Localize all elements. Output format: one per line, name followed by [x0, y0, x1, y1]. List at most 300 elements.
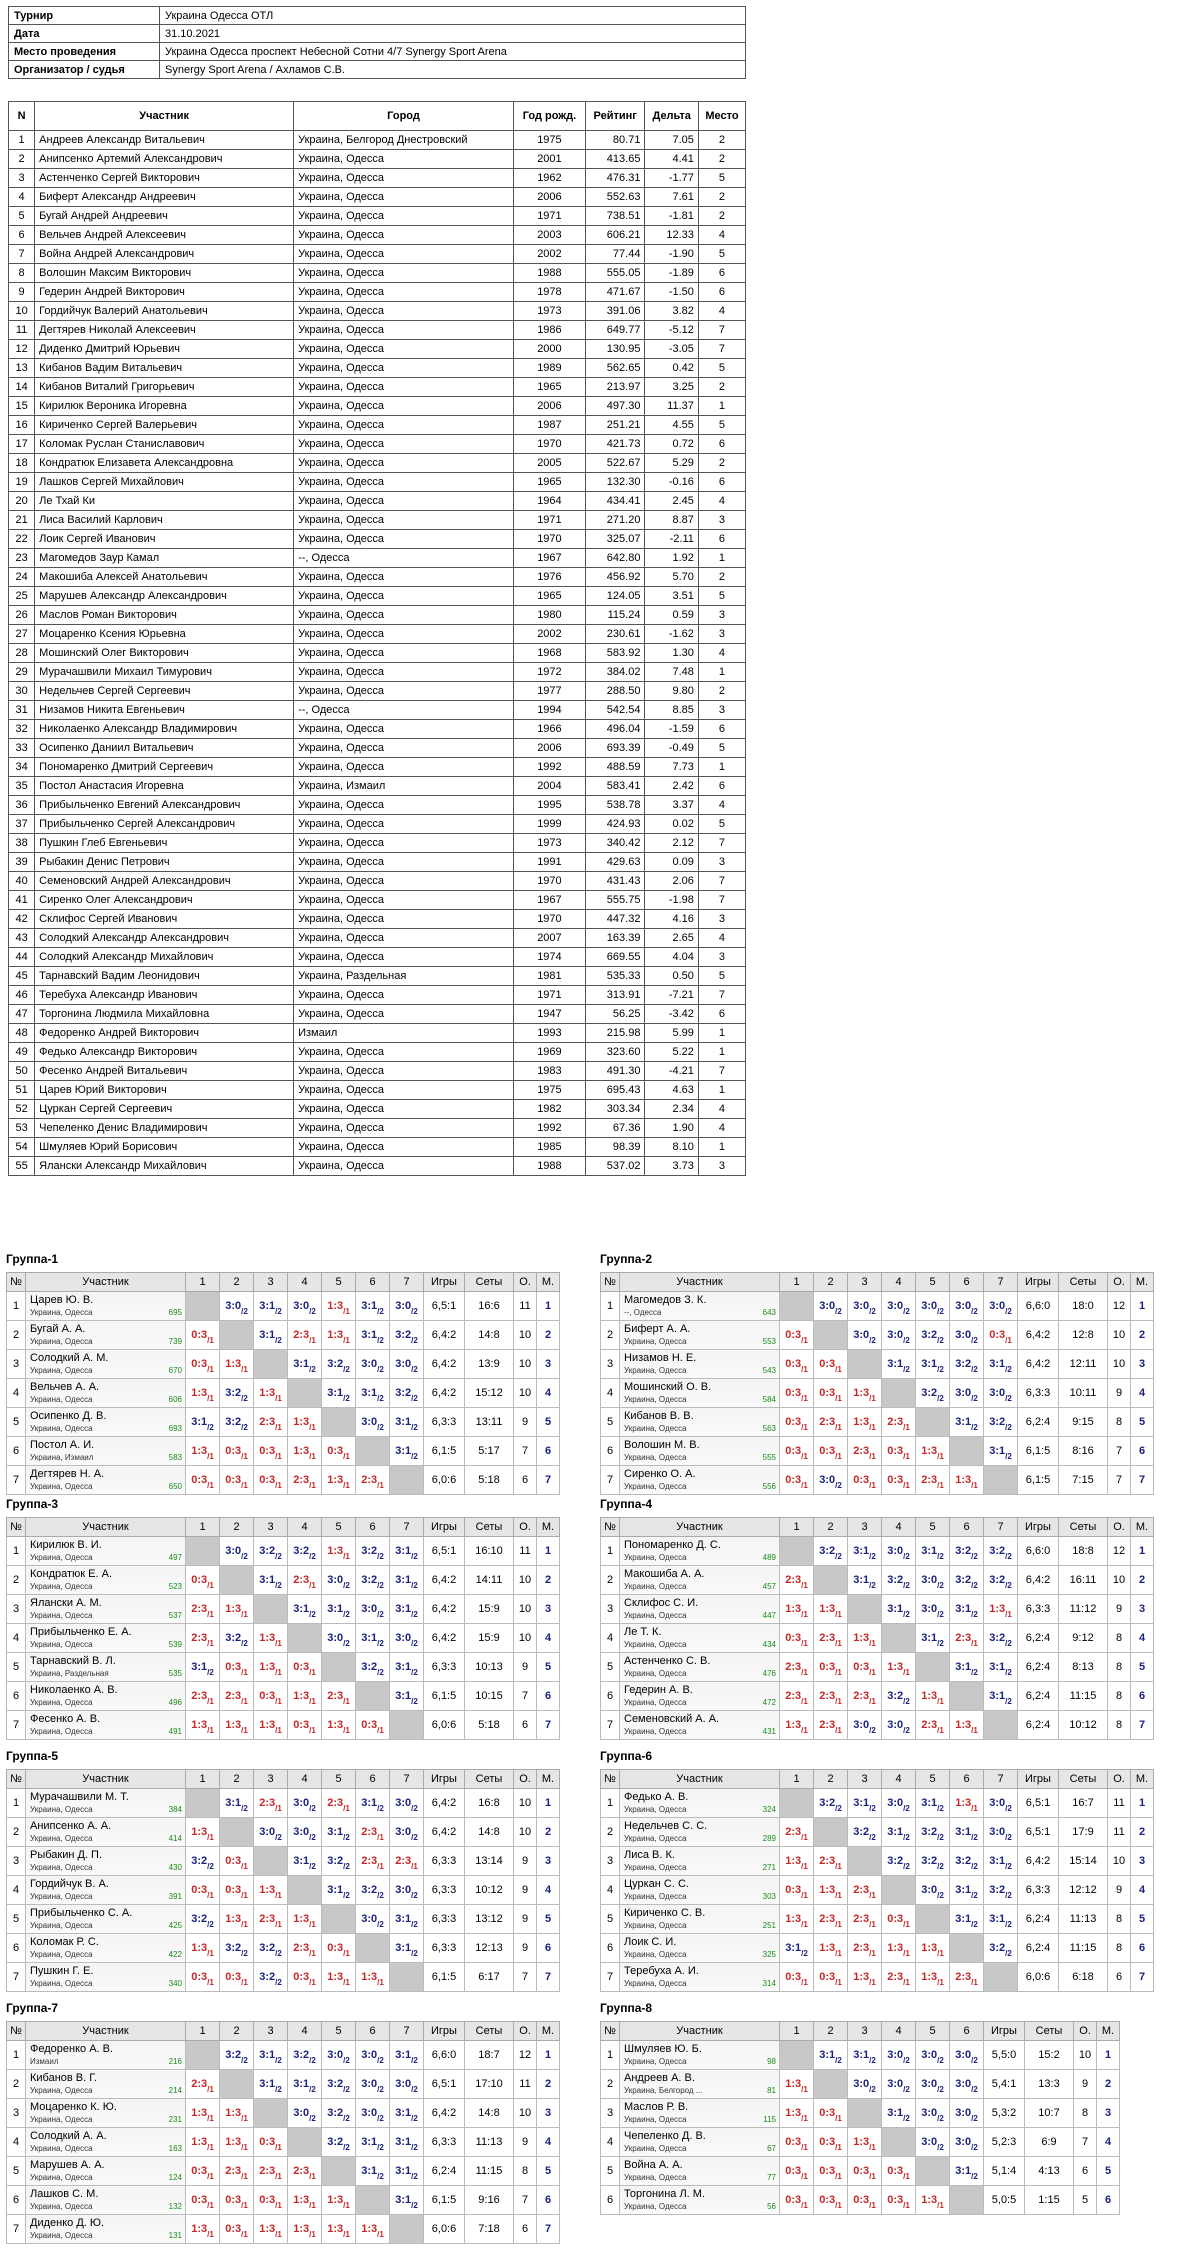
player-city: Украина, Одесса [624, 1805, 687, 1814]
match-score: 3:1 [955, 1416, 972, 1428]
match-points: /1 [275, 2143, 282, 2152]
match-points: /1 [309, 1423, 316, 1432]
participant-cell: -1.77 [645, 169, 698, 188]
col-opponent: 6 [356, 1518, 390, 1537]
group-row [601, 1292, 1154, 1321]
match-score: 3:2 [361, 1884, 378, 1896]
match-result [814, 1350, 848, 1379]
match-points: /1 [801, 1668, 808, 1677]
match-points: /1 [801, 1365, 808, 1374]
participant-cell: 1966 [513, 720, 585, 739]
match-score: 2:3 [327, 1690, 344, 1702]
tournament-info [8, 6, 746, 79]
match-score: 0:3 [819, 2107, 836, 2119]
player-cell [26, 1595, 186, 1624]
match-score: 3:2 [921, 1387, 938, 1399]
match-score: 1:3 [921, 1445, 938, 1457]
match-score: 1:3 [259, 1387, 276, 1399]
match-score: 3:1 [361, 1797, 378, 1809]
participant-row [9, 435, 746, 454]
participant-row [9, 739, 746, 758]
match-points: /2 [1005, 1452, 1012, 1461]
col-opponent: 5 [916, 1770, 950, 1789]
match-points: /2 [937, 1804, 944, 1813]
match-result [220, 1350, 254, 1379]
row-number: 7 [601, 1711, 620, 1740]
match-points: /1 [275, 1394, 282, 1403]
player-cell [26, 1789, 186, 1818]
participant-cell: 77.44 [585, 245, 645, 264]
player-name: Макошиба А. А. [624, 1568, 705, 1580]
match-score: 3:0 [395, 1826, 412, 1838]
row-place: 3 [1131, 1350, 1154, 1379]
match-result [186, 2186, 220, 2215]
match-score: 3:1 [327, 1884, 344, 1896]
match-score: 3:2 [361, 1574, 378, 1586]
participant-cell: 9 [9, 283, 35, 302]
participant-cell: 1980 [513, 606, 585, 625]
match-points: /1 [869, 1697, 876, 1706]
row-games: 6,5:1 [424, 1292, 465, 1321]
player-cell [620, 1711, 780, 1740]
match-score: 3:1 [395, 1942, 412, 1954]
participant-cell: 28 [9, 644, 35, 663]
match-score: 3:2 [921, 1826, 938, 1838]
match-score: 1:3 [191, 1387, 208, 1399]
match-result [220, 1847, 254, 1876]
col-no: № [601, 2022, 620, 2041]
participant-cell: Украина, Одесса [294, 264, 514, 283]
match-score: 0:3 [785, 2165, 802, 2177]
player-cell [26, 1321, 186, 1350]
participant-cell: Лоик Сергей Иванович [35, 530, 294, 549]
row-points: 8 [1074, 2099, 1097, 2128]
row-number: 5 [601, 2157, 620, 2186]
participant-cell: 7 [698, 891, 745, 910]
match-score: 3:0 [327, 1574, 344, 1586]
participant-cell: 1973 [513, 834, 585, 853]
match-points: /2 [411, 1639, 418, 1648]
col-no: № [601, 1518, 620, 1537]
group-row [7, 2099, 560, 2128]
match-points: /1 [241, 1891, 248, 1900]
row-place: 4 [537, 1379, 560, 1408]
participant-cell: 7.05 [645, 131, 698, 150]
match-score: 0:3 [191, 1358, 208, 1370]
match-points: /2 [835, 2056, 842, 2065]
match-result [220, 2186, 254, 2215]
participant-row [9, 302, 746, 321]
participant-cell: 3 [698, 853, 745, 872]
match-score: 1:3 [327, 1300, 344, 1312]
participant-cell: 7 [698, 872, 745, 891]
participant-cell: 413.65 [585, 150, 645, 169]
participant-cell: 1 [698, 1024, 745, 1043]
player-rating: 430 [168, 1863, 182, 1872]
participant-cell: Украина, Одесса [294, 1005, 514, 1024]
group-row [7, 2157, 560, 2186]
match-result [186, 1963, 220, 1992]
player-rating: 384 [168, 1805, 182, 1814]
match-score: 3:1 [921, 1358, 938, 1370]
participant-row [9, 245, 746, 264]
participant-cell: 124.05 [585, 587, 645, 606]
row-sets: 11:13 [465, 2128, 514, 2157]
match-points: /1 [241, 2143, 248, 2152]
player-name: Прибыльченко Е. А. [30, 1626, 132, 1638]
match-points: /2 [377, 1610, 384, 1619]
group-row [7, 1466, 560, 1495]
row-number: 1 [7, 2041, 26, 2070]
participant-cell: 2.12 [645, 834, 698, 853]
row-place: 6 [537, 2186, 560, 2215]
match-points: /2 [835, 1307, 842, 1316]
participant-row [9, 758, 746, 777]
participant-cell: 288.50 [585, 682, 645, 701]
match-points: /2 [801, 1949, 808, 1958]
self-cell [254, 2099, 288, 2128]
match-result [186, 2157, 220, 2186]
match-result [322, 1818, 356, 1847]
col-opponent: 5 [322, 1518, 356, 1537]
match-score: 3:2 [921, 1855, 938, 1867]
match-points: /2 [903, 2056, 910, 2065]
row-points: 12 [1108, 1537, 1131, 1566]
match-score: 3:2 [853, 1826, 870, 1838]
row-number: 6 [601, 1437, 620, 1466]
participant-cell: 2000 [513, 340, 585, 359]
group-row [601, 1466, 1154, 1495]
participant-cell: Украина, Измаил [294, 777, 514, 796]
match-score: 3:2 [361, 1661, 378, 1673]
participant-cell: 3 [9, 169, 35, 188]
participant-cell: 583.41 [585, 777, 645, 796]
match-result [254, 2215, 288, 2244]
row-place: 6 [537, 1682, 560, 1711]
col-participant: Участник [620, 1518, 780, 1537]
group-table [6, 2021, 560, 2244]
player-name: Царев Ю. В. [30, 1294, 94, 1306]
participant-cell: 35 [9, 777, 35, 796]
match-score: 3:1 [327, 1826, 344, 1838]
row-place: 7 [1131, 1466, 1154, 1495]
participant-row [9, 207, 746, 226]
match-points: /2 [377, 1920, 384, 1929]
col-place: М. [1097, 2022, 1120, 2041]
match-result [356, 1292, 390, 1321]
col-opponent: 5 [322, 1273, 356, 1292]
match-result [780, 1350, 814, 1379]
group-row [601, 1876, 1154, 1905]
match-points: /1 [869, 2143, 876, 2152]
match-points: /1 [343, 1481, 350, 1490]
match-result [984, 1847, 1018, 1876]
match-result [356, 2157, 390, 2186]
col-opponent: 1 [780, 2022, 814, 2041]
match-result [984, 1321, 1018, 1350]
match-score: 3:1 [921, 1632, 938, 1644]
participant-cell: 323.60 [585, 1043, 645, 1062]
col-opponent: 2 [220, 1273, 254, 1292]
match-score: 0:3 [225, 1445, 242, 1457]
match-points: /1 [309, 1920, 316, 1929]
match-points: /2 [937, 1639, 944, 1648]
group-row [7, 1847, 560, 1876]
self-cell [916, 1653, 950, 1682]
match-points: /1 [343, 1452, 350, 1461]
match-score: 1:3 [785, 1719, 802, 1731]
match-points: /2 [275, 2085, 282, 2094]
col-opponent: 4 [882, 1518, 916, 1537]
match-points: /2 [411, 1423, 418, 1432]
match-points: /1 [241, 1697, 248, 1706]
row-sets: 16:11 [1059, 1566, 1108, 1595]
match-result [950, 1537, 984, 1566]
match-result [780, 1934, 814, 1963]
match-score: 1:3 [293, 2223, 310, 2235]
match-score: 0:3 [819, 2165, 836, 2177]
match-score: 3:0 [819, 1300, 836, 1312]
match-result [916, 2070, 950, 2099]
participant-cell: Украина, Белгород Днестровский [294, 131, 514, 150]
match-score: 1:3 [225, 1358, 242, 1370]
match-score: 1:3 [819, 1603, 836, 1615]
player-cell [26, 1682, 186, 1711]
player-rating: 535 [168, 1669, 182, 1678]
participant-cell: Гедерин Андрей Викторович [35, 283, 294, 302]
match-points: /2 [903, 1833, 910, 1842]
row-number: 2 [7, 1818, 26, 1847]
row-number: 4 [601, 1624, 620, 1653]
match-points: /1 [869, 1668, 876, 1677]
player-city: Украина, Одесса [624, 1424, 687, 1433]
match-result [288, 1537, 322, 1566]
row-place: 4 [1131, 1876, 1154, 1905]
player-cell [26, 2157, 186, 2186]
match-result [254, 2157, 288, 2186]
participant-row [9, 264, 746, 283]
group-title: Группа-8 [600, 2001, 653, 2015]
col-no: № [7, 1518, 26, 1537]
player-name: Шмуляев Ю. Б. [624, 2043, 702, 2055]
row-points: 7 [514, 1437, 537, 1466]
participant-cell: 5 [698, 815, 745, 834]
participant-cell: Украина, Одесса [294, 1081, 514, 1100]
match-result [814, 1789, 848, 1818]
player-city: Украина, Одесса [30, 1892, 93, 1901]
row-points: 6 [514, 1711, 537, 1740]
participant-cell: Украина, Одесса [294, 340, 514, 359]
group-row [7, 2070, 560, 2099]
participant-cell: Склифос Сергей Иванович [35, 910, 294, 929]
match-points: /2 [275, 1581, 282, 1590]
participant-cell: 3 [698, 701, 745, 720]
match-points: /2 [1005, 1307, 1012, 1316]
participant-cell: --, Одесса [294, 701, 514, 720]
group-row [7, 2128, 560, 2157]
match-score: 1:3 [853, 1416, 870, 1428]
participant-cell: 5 [698, 587, 745, 606]
match-score: 3:1 [327, 1387, 344, 1399]
match-points: /1 [275, 1423, 282, 1432]
match-score: 3:0 [887, 1300, 904, 1312]
participant-cell: Украина, Одесса [294, 739, 514, 758]
row-place: 2 [537, 1818, 560, 1847]
match-points: /2 [275, 2056, 282, 2065]
group-row [601, 1321, 1154, 1350]
participant-row [9, 359, 746, 378]
row-sets: 5:18 [465, 1711, 514, 1740]
match-points: /1 [937, 1978, 944, 1987]
player-city: Украина, Одесса [624, 2115, 687, 2124]
participant-cell: 3.37 [645, 796, 698, 815]
row-sets: 15:9 [465, 1595, 514, 1624]
match-points: /2 [241, 1307, 248, 1316]
participant-cell: 8.10 [645, 1138, 698, 1157]
participant-cell: 552.63 [585, 188, 645, 207]
match-points: /1 [835, 1610, 842, 1619]
match-score: 3:1 [361, 1632, 378, 1644]
row-number: 6 [601, 1682, 620, 1711]
match-score: 2:3 [785, 1690, 802, 1702]
participant-row [9, 872, 746, 891]
row-sets: 11:15 [1059, 1682, 1108, 1711]
match-score: 3:0 [293, 2107, 310, 2119]
player-city: Украина, Одесса [30, 2231, 93, 2240]
match-points: /1 [801, 1336, 808, 1345]
match-result [220, 1653, 254, 1682]
match-result [950, 1321, 984, 1350]
match-points: /1 [241, 1978, 248, 1987]
self-cell [322, 1408, 356, 1437]
participant-cell: Украина, Одесса [294, 986, 514, 1005]
self-cell [390, 1711, 424, 1740]
match-result [882, 2070, 916, 2099]
row-sets: 7:18 [465, 2215, 514, 2244]
group-row [601, 1905, 1154, 1934]
self-cell [882, 1876, 916, 1905]
match-score: 1:3 [327, 1545, 344, 1557]
group-row [601, 2128, 1120, 2157]
match-points: /1 [241, 1481, 248, 1490]
player-name: Тарнавский В. Л. [30, 1655, 116, 1667]
player-rating: 447 [762, 1611, 776, 1620]
match-result [916, 1537, 950, 1566]
participant-cell: 2.34 [645, 1100, 698, 1119]
participant-cell: Украина, Одесса [294, 188, 514, 207]
match-result [288, 2215, 322, 2244]
row-games: 6,3:3 [1018, 1595, 1059, 1624]
player-city: Украина, Одесса [624, 1611, 687, 1620]
match-result [848, 1905, 882, 1934]
participant-cell: 1992 [513, 758, 585, 777]
match-points: /1 [241, 1610, 248, 1619]
row-games: 5,4:1 [984, 2070, 1025, 2099]
match-points: /2 [377, 1639, 384, 1648]
participant-cell: 163.39 [585, 929, 645, 948]
player-cell [26, 2186, 186, 2215]
match-score: 3:2 [361, 1545, 378, 1557]
match-score: 3:2 [191, 1855, 208, 1867]
match-score: 1:3 [225, 1913, 242, 1925]
match-score: 3:1 [785, 1942, 802, 1954]
match-points: /1 [801, 1394, 808, 1403]
participant-row [9, 1024, 746, 1043]
match-score: 2:3 [785, 1826, 802, 1838]
match-result [950, 1595, 984, 1624]
match-points: /1 [801, 1978, 808, 1987]
match-score: 0:3 [191, 1329, 208, 1341]
participant-cell: 1965 [513, 378, 585, 397]
match-points: /1 [801, 1452, 808, 1461]
player-cell [620, 1653, 780, 1682]
match-result [322, 2070, 356, 2099]
player-name: Вельчев А. А. [30, 1381, 100, 1393]
match-result [356, 1321, 390, 1350]
participant-cell: Украина, Одесса [294, 530, 514, 549]
match-score: 1:3 [921, 1942, 938, 1954]
participant-cell: 271.20 [585, 511, 645, 530]
match-score: 3:1 [395, 1690, 412, 1702]
player-rating: 523 [168, 1582, 182, 1591]
match-points: /2 [1005, 1804, 1012, 1813]
player-name: Анипсенко А. А. [30, 1820, 112, 1832]
match-score: 3:1 [887, 2107, 904, 2119]
match-score: 1:3 [259, 1719, 276, 1731]
row-number: 2 [7, 1321, 26, 1350]
participant-row [9, 378, 746, 397]
info-value: Украина Одесса ОТЛ [160, 7, 746, 25]
group-row [601, 1350, 1154, 1379]
match-points: /2 [377, 1336, 384, 1345]
player-city: Украина, Одесса [624, 2057, 687, 2066]
participant-cell: 303.34 [585, 1100, 645, 1119]
participant-cell: 24 [9, 568, 35, 587]
match-result [288, 2070, 322, 2099]
match-points: /2 [343, 1581, 350, 1590]
player-cell [620, 1537, 780, 1566]
match-result [390, 1653, 424, 1682]
col-opponent: 5 [916, 1273, 950, 1292]
row-games: 6,4:2 [424, 1818, 465, 1847]
row-games: 6,4:2 [424, 1624, 465, 1653]
match-score: 3:1 [395, 2194, 412, 2206]
match-score: 3:2 [989, 1574, 1006, 1586]
match-score: 3:2 [955, 1855, 972, 1867]
player-name: Фесенко А. В. [30, 1713, 101, 1725]
match-result [186, 1847, 220, 1876]
participant-cell: Марушев Александр Александрович [35, 587, 294, 606]
participant-cell: 2007 [513, 929, 585, 948]
row-games: 6,1:5 [424, 1437, 465, 1466]
match-points: /2 [207, 1423, 214, 1432]
col-points: О. [1108, 1770, 1131, 1789]
match-score: 3:1 [191, 1416, 208, 1428]
match-result [186, 1379, 220, 1408]
match-score: 3:2 [327, 2136, 344, 2148]
self-cell [254, 1350, 288, 1379]
participant-cell: 4.41 [645, 150, 698, 169]
match-points: /2 [937, 2114, 944, 2123]
participant-cell: 1971 [513, 207, 585, 226]
group-title: Группа-3 [6, 1497, 59, 1511]
row-points: 10 [514, 1789, 537, 1818]
match-score: 0:3 [785, 1632, 802, 1644]
participant-cell: Украина, Одесса [294, 568, 514, 587]
match-score: 3:1 [989, 1358, 1006, 1370]
match-result [288, 1595, 322, 1624]
participant-cell: Кондратюк Елизавета Александровна [35, 454, 294, 473]
